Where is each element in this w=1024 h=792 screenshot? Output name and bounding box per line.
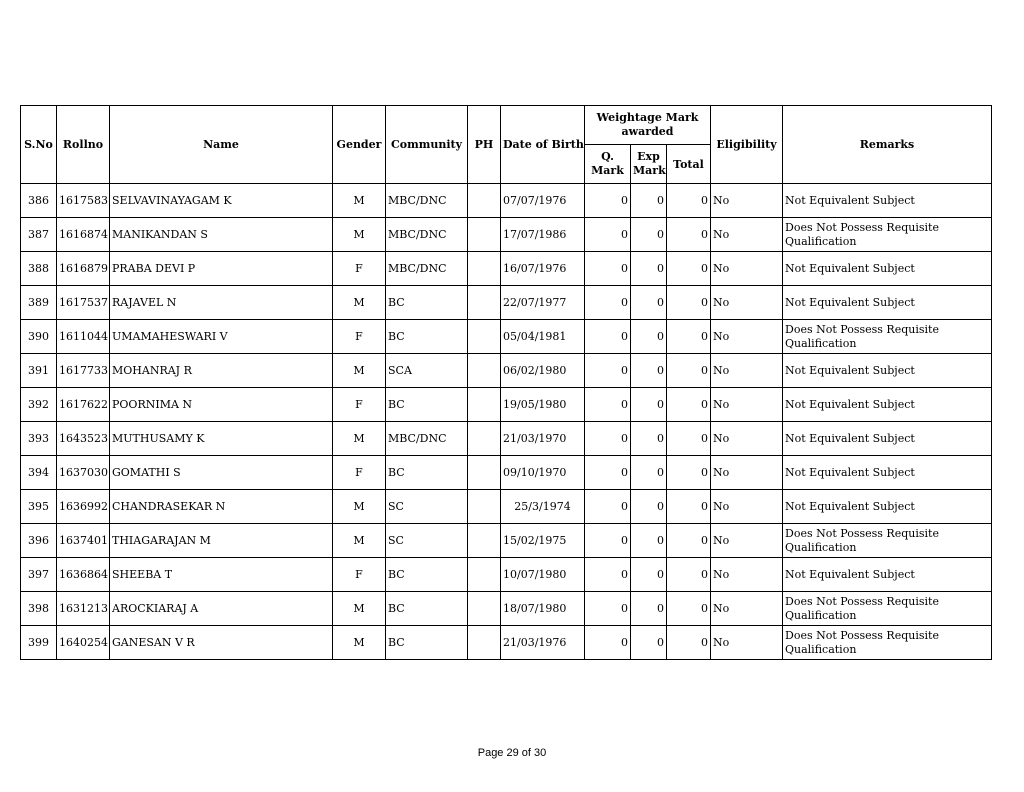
cell-community: MBC/DNC [386, 184, 468, 218]
cell-total: 0 [667, 218, 711, 252]
cell-ph [468, 184, 501, 218]
cell-name: PRABA DEVI P [110, 252, 333, 286]
cell-sno: 393 [21, 422, 57, 456]
cell-eligibility: No [711, 456, 783, 490]
cell-name: SELVAVINAYAGAM K [110, 184, 333, 218]
cell-rollno: 1631213 [57, 592, 110, 626]
cell-ph [468, 592, 501, 626]
cell-eligibility: No [711, 252, 783, 286]
cell-name: POORNIMA N [110, 388, 333, 422]
cell-expmark: 0 [631, 456, 667, 490]
cell-remarks: Does Not Possess Requisite Qualification [783, 626, 992, 660]
cell-rollno: 1636864 [57, 558, 110, 592]
cell-eligibility: No [711, 626, 783, 660]
cell-community: BC [386, 320, 468, 354]
header-eligibility: Eligibility [711, 106, 783, 184]
cell-qmark: 0 [585, 490, 631, 524]
cell-dob: 18/07/1980 [501, 592, 585, 626]
cell-eligibility: No [711, 184, 783, 218]
cell-expmark: 0 [631, 184, 667, 218]
cell-remarks: Does Not Possess Requisite Qualification [783, 524, 992, 558]
cell-expmark: 0 [631, 218, 667, 252]
cell-eligibility: No [711, 592, 783, 626]
cell-rollno: 1643523 [57, 422, 110, 456]
cell-eligibility: No [711, 558, 783, 592]
cell-rollno: 1637030 [57, 456, 110, 490]
cell-expmark: 0 [631, 354, 667, 388]
cell-expmark: 0 [631, 422, 667, 456]
cell-community: BC [386, 592, 468, 626]
cell-name: MUTHUSAMY K [110, 422, 333, 456]
cell-sno: 389 [21, 286, 57, 320]
cell-ph [468, 286, 501, 320]
cell-ph [468, 252, 501, 286]
cell-community: SC [386, 524, 468, 558]
header-weightage: Weightage Mark awarded [585, 106, 711, 145]
header-name: Name [110, 106, 333, 184]
cell-sno: 398 [21, 592, 57, 626]
cell-gender: F [333, 252, 386, 286]
cell-qmark: 0 [585, 354, 631, 388]
cell-ph [468, 218, 501, 252]
cell-dob: 09/10/1970 [501, 456, 585, 490]
cell-remarks: Not Equivalent Subject [783, 252, 992, 286]
table-row [21, 320, 992, 354]
cell-remarks: Not Equivalent Subject [783, 388, 992, 422]
cell-community: BC [386, 558, 468, 592]
cell-expmark: 0 [631, 388, 667, 422]
cell-eligibility: No [711, 524, 783, 558]
header-community: Community [386, 106, 468, 184]
cell-rollno: 1637401 [57, 524, 110, 558]
table-row [21, 558, 992, 592]
cell-sno: 397 [21, 558, 57, 592]
cell-rollno: 1636992 [57, 490, 110, 524]
cell-dob: 17/07/1986 [501, 218, 585, 252]
cell-gender: M [333, 524, 386, 558]
cell-remarks: Not Equivalent Subject [783, 422, 992, 456]
cell-qmark: 0 [585, 558, 631, 592]
cell-rollno: 1611044 [57, 320, 110, 354]
cell-qmark: 0 [585, 524, 631, 558]
cell-name: UMAMAHESWARI V [110, 320, 333, 354]
cell-expmark: 0 [631, 626, 667, 660]
cell-dob: 19/05/1980 [501, 388, 585, 422]
cell-expmark: 0 [631, 286, 667, 320]
cell-remarks: Not Equivalent Subject [783, 456, 992, 490]
cell-community: BC [386, 626, 468, 660]
cell-expmark: 0 [631, 592, 667, 626]
cell-ph [468, 456, 501, 490]
header-qmark: Q. Mark [585, 145, 631, 184]
cell-rollno: 1617537 [57, 286, 110, 320]
header-rollno: Rollno [57, 106, 110, 184]
cell-dob: 06/02/1980 [501, 354, 585, 388]
cell-remarks: Does Not Possess Requisite Qualification [783, 320, 992, 354]
cell-name: GANESAN V R [110, 626, 333, 660]
cell-remarks: Not Equivalent Subject [783, 558, 992, 592]
cell-ph [468, 558, 501, 592]
cell-rollno: 1616874 [57, 218, 110, 252]
cell-name: RAJAVEL N [110, 286, 333, 320]
cell-name: SHEEBA T [110, 558, 333, 592]
cell-community: MBC/DNC [386, 252, 468, 286]
cell-community: MBC/DNC [386, 422, 468, 456]
cell-dob: 21/03/1970 [501, 422, 585, 456]
cell-qmark: 0 [585, 320, 631, 354]
cell-qmark: 0 [585, 422, 631, 456]
cell-gender: M [333, 184, 386, 218]
table-row [21, 422, 992, 456]
cell-name: AROCKIARAJ A [110, 592, 333, 626]
table-row [21, 456, 992, 490]
cell-total: 0 [667, 184, 711, 218]
cell-remarks: Not Equivalent Subject [783, 184, 992, 218]
cell-sno: 392 [21, 388, 57, 422]
table-row [21, 354, 992, 388]
cell-dob: 16/07/1976 [501, 252, 585, 286]
cell-qmark: 0 [585, 388, 631, 422]
cell-expmark: 0 [631, 252, 667, 286]
cell-rollno: 1617583 [57, 184, 110, 218]
cell-qmark: 0 [585, 626, 631, 660]
cell-sno: 391 [21, 354, 57, 388]
cell-ph [468, 626, 501, 660]
cell-eligibility: No [711, 218, 783, 252]
cell-remarks: Not Equivalent Subject [783, 286, 992, 320]
cell-sno: 388 [21, 252, 57, 286]
cell-community: BC [386, 456, 468, 490]
cell-total: 0 [667, 286, 711, 320]
cell-total: 0 [667, 490, 711, 524]
cell-sno: 395 [21, 490, 57, 524]
cell-eligibility: No [711, 354, 783, 388]
table-row [21, 490, 992, 524]
cell-eligibility: No [711, 286, 783, 320]
page-number: Page 29 of 30 [477, 747, 547, 759]
cell-total: 0 [667, 422, 711, 456]
cell-total: 0 [667, 626, 711, 660]
cell-expmark: 0 [631, 524, 667, 558]
cell-gender: F [333, 456, 386, 490]
cell-gender: F [333, 320, 386, 354]
cell-qmark: 0 [585, 286, 631, 320]
header-gender: Gender [333, 106, 386, 184]
cell-gender: M [333, 626, 386, 660]
cell-dob: 10/07/1980 [501, 558, 585, 592]
cell-total: 0 [667, 354, 711, 388]
cell-total: 0 [667, 524, 711, 558]
cell-dob: 15/02/1975 [501, 524, 585, 558]
cell-eligibility: No [711, 490, 783, 524]
cell-rollno: 1616879 [57, 252, 110, 286]
header-expmark: Exp Mark [631, 145, 667, 184]
cell-community: SC [386, 490, 468, 524]
cell-rollno: 1617622 [57, 388, 110, 422]
cell-ph [468, 524, 501, 558]
table-body [21, 184, 992, 660]
cell-qmark: 0 [585, 184, 631, 218]
cell-name: MOHANRAJ R [110, 354, 333, 388]
cell-sno: 387 [21, 218, 57, 252]
cell-ph [468, 422, 501, 456]
cell-ph [468, 320, 501, 354]
cell-gender: M [333, 490, 386, 524]
cell-community: SCA [386, 354, 468, 388]
header-remarks: Remarks [783, 106, 992, 184]
cell-sno: 394 [21, 456, 57, 490]
cell-dob: 22/07/1977 [501, 286, 585, 320]
cell-remarks: Not Equivalent Subject [783, 490, 992, 524]
cell-total: 0 [667, 320, 711, 354]
table-row [21, 218, 992, 252]
cell-community: MBC/DNC [386, 218, 468, 252]
cell-sno: 386 [21, 184, 57, 218]
cell-sno: 396 [21, 524, 57, 558]
cell-gender: M [333, 422, 386, 456]
cell-sno: 390 [21, 320, 57, 354]
cell-gender: M [333, 592, 386, 626]
cell-ph [468, 354, 501, 388]
cell-total: 0 [667, 388, 711, 422]
cell-qmark: 0 [585, 456, 631, 490]
cell-remarks: Not Equivalent Subject [783, 354, 992, 388]
cell-expmark: 0 [631, 558, 667, 592]
cell-gender: M [333, 218, 386, 252]
table-row [21, 252, 992, 286]
cell-community: BC [386, 388, 468, 422]
cell-name: GOMATHI S [110, 456, 333, 490]
candidate-table [20, 105, 992, 660]
cell-total: 0 [667, 592, 711, 626]
cell-name: CHANDRASEKAR N [110, 490, 333, 524]
cell-ph [468, 490, 501, 524]
cell-eligibility: No [711, 320, 783, 354]
header-sno: S.No [21, 106, 57, 184]
cell-qmark: 0 [585, 218, 631, 252]
cell-rollno: 1640254 [57, 626, 110, 660]
cell-gender: F [333, 388, 386, 422]
table-row [21, 592, 992, 626]
cell-qmark: 0 [585, 252, 631, 286]
cell-ph [468, 388, 501, 422]
cell-total: 0 [667, 558, 711, 592]
table-row [21, 286, 992, 320]
cell-dob: 05/04/1981 [501, 320, 585, 354]
cell-total: 0 [667, 252, 711, 286]
cell-name: MANIKANDAN S [110, 218, 333, 252]
cell-gender: F [333, 558, 386, 592]
table-row [21, 626, 992, 660]
header-ph: PH [468, 106, 501, 184]
cell-dob: 25/3/1974 [501, 490, 585, 524]
cell-name: THIAGARAJAN M [110, 524, 333, 558]
header-dob: Date of Birth [501, 106, 585, 184]
header-total: Total [667, 145, 711, 184]
cell-gender: M [333, 286, 386, 320]
cell-dob: 07/07/1976 [501, 184, 585, 218]
cell-expmark: 0 [631, 320, 667, 354]
cell-eligibility: No [711, 388, 783, 422]
cell-remarks: Does Not Possess Requisite Qualification [783, 592, 992, 626]
cell-remarks: Does Not Possess Requisite Qualification [783, 218, 992, 252]
cell-dob: 21/03/1976 [501, 626, 585, 660]
table-row [21, 524, 992, 558]
cell-sno: 399 [21, 626, 57, 660]
table-header [21, 106, 992, 184]
cell-community: BC [386, 286, 468, 320]
cell-gender: M [333, 354, 386, 388]
cell-qmark: 0 [585, 592, 631, 626]
table-row [21, 388, 992, 422]
cell-rollno: 1617733 [57, 354, 110, 388]
cell-expmark: 0 [631, 490, 667, 524]
table-row [21, 184, 992, 218]
cell-eligibility: No [711, 422, 783, 456]
cell-total: 0 [667, 456, 711, 490]
